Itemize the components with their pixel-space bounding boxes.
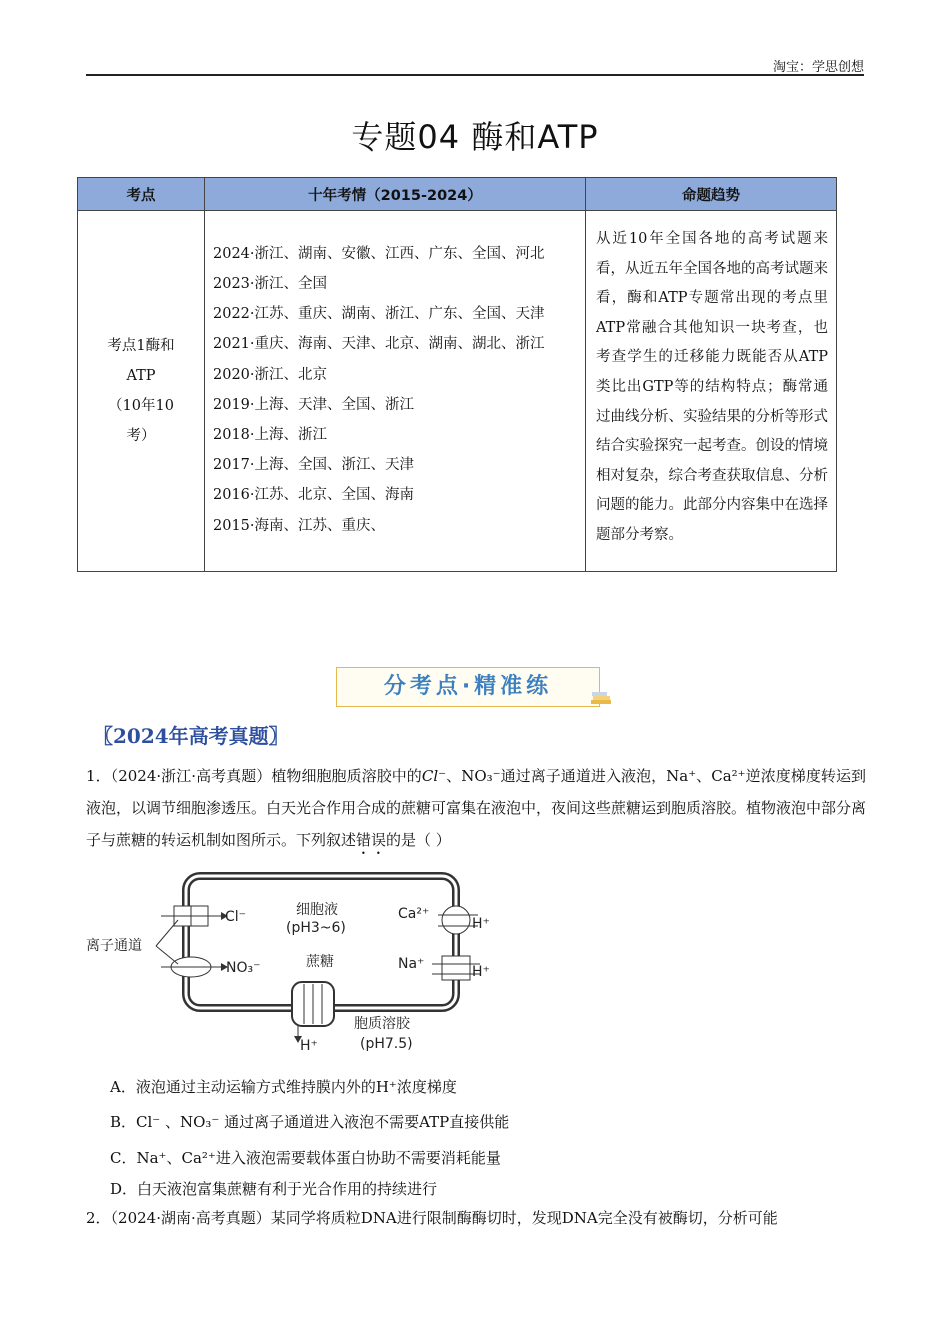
nitrate-formula: NO₃⁻: [461, 767, 501, 785]
label-sucrose: 蔗糖: [306, 954, 334, 970]
label-ion-channel: 离子通道: [86, 938, 142, 954]
year-line: 2018·上海、浙江: [213, 426, 328, 443]
cl-channel: [161, 906, 228, 926]
year-line: 2022·江苏、重庆、湖南、浙江、广东、全国、天津: [213, 306, 545, 323]
section-title: 〖2024年高考真题〗: [93, 724, 289, 748]
option-a[interactable]: A．液泡通过主动运输方式维持膜内外的H⁺浓度梯度: [110, 1078, 457, 1096]
question-2: 2．（2024·湖南·高考真题）某同学将质粒DNA进行限制酶酶切时，发现DNA完全没有被酶切，分析可能: [86, 1209, 778, 1227]
label-na: Na⁺: [398, 956, 425, 972]
option-b[interactable]: B．Cl⁻ 、NO₃⁻ 通过离子通道进入液泡不需要ATP直接供能: [110, 1113, 510, 1131]
label-cytosol-ph: (pH7.5): [360, 1036, 413, 1052]
overview-table: [77, 177, 837, 572]
option-c[interactable]: C．Na⁺、Ca²⁺进入液泡需要载体蛋白协助不需要消耗能量: [110, 1149, 501, 1167]
page-header: [86, 56, 864, 76]
col-header-point: 考点: [78, 178, 205, 211]
year-line: 2017·上海、全国、浙江、天津: [213, 457, 415, 474]
chloride-formula: Cl⁻: [421, 767, 447, 785]
books-icon: [590, 688, 612, 708]
years-cell: [205, 211, 586, 572]
question-1: 1．（2024·浙江·高考真题）植物细胞胞质溶胶中的Cl⁻、NO₃⁻通过离子通道进入液泡，Na⁺、Ca²⁺逆浓度梯度转运到液泡，以调节细胞渗透压。白天光合作用合成的蔗糖可富集在液泡中，夜间这些蔗糖运到胞质溶胶。植物液泡中部分离子与蔗糖的转运机制如图所示。下列叙述错误的是（ ）: [86, 767, 867, 849]
label-cl: Cl⁻: [225, 909, 247, 925]
trend-cell: 从近10年全国各地的高考试题来看，从近五年全国各地的高考试题来看，酶和ATP专题常出现的考点里ATP常融合其他知识一块考查，也考查学生的迁移能力既能否从ATP类比出GTP等的结构特点；酶常通过曲线分析、实验结果的分析等形式结合实验探究一起考查。创设的情境相对复杂，综合考查获取信息、分析问题的能力。此部分内容集中在选择题部分考察。: [586, 211, 837, 572]
col-header-years: 十年考情（2015-2024）: [205, 178, 586, 211]
label-vacuole: 细胞液: [296, 902, 338, 918]
section-banner: 分考点·精准练: [336, 667, 600, 707]
sucrose-transporter: [292, 982, 334, 1043]
emphasis-wrong: 错误: [356, 831, 387, 849]
page-title: 专题04 酶和ATP: [351, 118, 599, 156]
label-h-top: H⁺: [472, 916, 490, 932]
vacuole-transport-figure: [86, 868, 506, 1058]
label-vacuole-ph: (pH3~6): [286, 920, 346, 936]
year-line: 2020·浙江、北京: [213, 366, 328, 383]
year-line: 2015·海南、江苏、重庆、: [213, 517, 386, 534]
exam-point-cell: 考点1酶和 ATP （10年10 考）: [78, 211, 205, 572]
label-no3: NO₃⁻: [226, 960, 261, 976]
year-line: 2019·上海、天津、全国、浙江: [213, 396, 415, 413]
label-h-bottom: H⁺: [300, 1038, 318, 1054]
option-d[interactable]: D．白天液泡富集蔗糖有利于光合作用的持续进行: [110, 1180, 438, 1198]
label-cytosol: 胞质溶胶: [354, 1016, 410, 1032]
year-line: 2023·浙江、全国: [213, 275, 328, 292]
year-line: 2024·浙江、湖南、安徽、江西、广东、全国、河北: [213, 245, 545, 262]
label-h-mid: H⁺: [472, 964, 490, 980]
year-line: 2021·重庆、海南、天津、北京、湖南、湖北、浙江: [213, 336, 545, 353]
no3-channel: [161, 957, 228, 977]
label-ca: Ca²⁺: [398, 906, 430, 922]
year-line: 2016·江苏、北京、全国、海南: [213, 487, 415, 504]
shop-label: 淘宝：学思创想: [772, 60, 864, 75]
col-header-trend: 命题趋势: [586, 178, 837, 211]
